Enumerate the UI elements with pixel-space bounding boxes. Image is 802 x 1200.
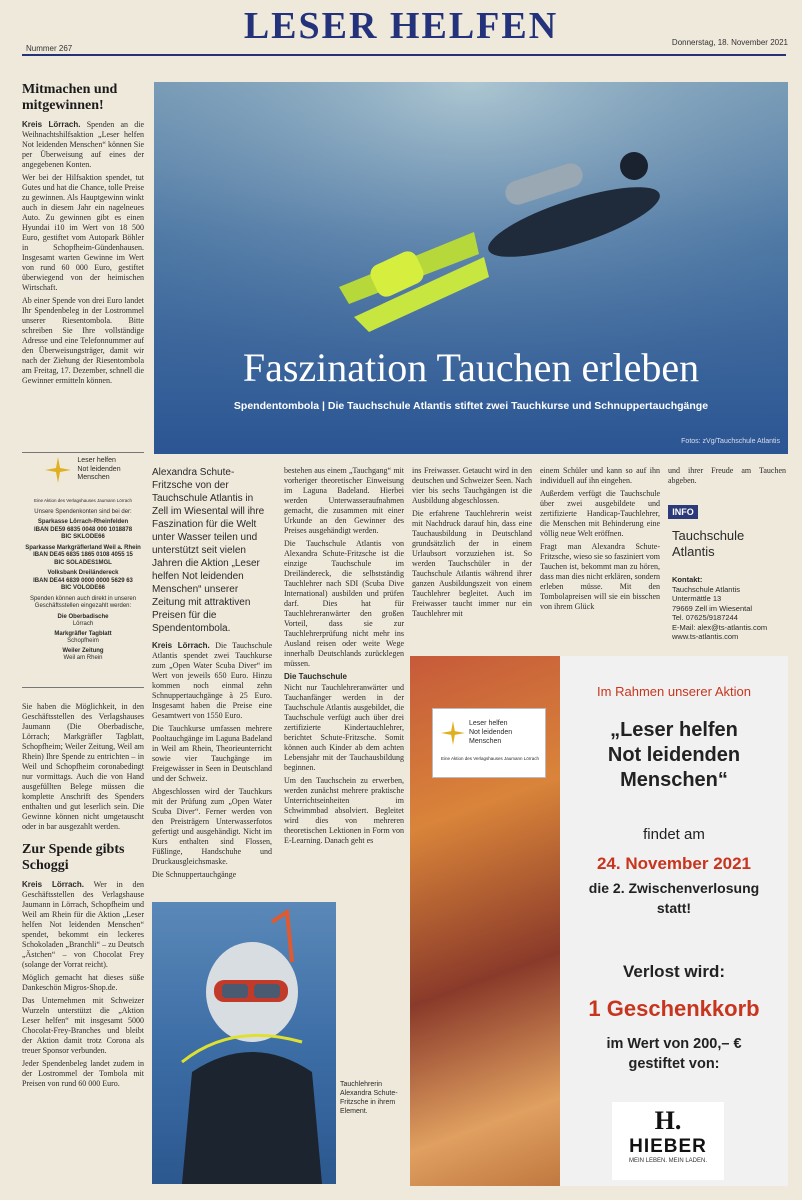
article-column-5 (668, 466, 786, 489)
ad-logo-line: Not leidenden (469, 729, 513, 736)
ad-zw-line: statt! (656, 900, 692, 916)
masthead-rule (22, 54, 786, 56)
hero-title: Faszination Tauchen erleben (242, 345, 700, 390)
contact-label: Kontakt: (672, 575, 703, 584)
ad-wert (560, 1034, 788, 1074)
contact-line: Untermättle 13 (672, 594, 722, 603)
accounts-heading: Unsere Spendenkonten sind bei der: (34, 508, 132, 515)
branch-name: Markgräfler Tagblatt (54, 630, 112, 637)
left-paragraph: Wer in den Geschäftsstellen des Verlagshause Jaumann in Lörrach, Schopfheim und Weil am Rhein für die Aktion „Leser helfen Not leidenden Menschen“ spendet, bekommt ein leckeres Schokoladen „Branchli“ – zu Deutsch „Ästchen“ – von Chocolat Frey (solange der Vorrat reicht). (22, 880, 144, 969)
ad-logo-sub: Eine Aktion des Verlagshauses Jaumann Lörrach (441, 756, 540, 761)
instructor-illustration (152, 902, 336, 1184)
issue-number: Nummer 267 (26, 44, 73, 53)
article-paragraph: Die Tauchkurse umfassen mehrere Pooltauchgänge im Laguna Badeland in Weil am Rhein, Theorieunterricht sowie vier Tauchgänge im Freigewässer in Seen in Deutschland und der Schweiz. (152, 724, 272, 783)
article-paragraph: einem Schüler und kann so auf ihn individuell auf ihn eingehen. (540, 466, 660, 485)
diver-illustration (154, 82, 788, 454)
branch-name: Weiler Zeitung (62, 647, 104, 654)
left-paragraph: Spenden an die Weihnachtshilfsaktion „Leser helfen Not leidenden Menschen“ können Sie per Überweisung auf eines der angegebenen Konten. (22, 120, 144, 169)
left-paragraph: Das Unternehmen mit Schweizer Wurzeln unterstützt die „Aktion Leser helfen“ mit insgesamt 5000 Chocolat-Frey-Branches und bleibt der Aktion damit trotz Corona als treuer Sponsor verbunden. (22, 996, 144, 1055)
article-paragraph: und ihrer Freude am Tauchen abgeben. (668, 466, 786, 485)
article-paragraph: Um den Tauchschein zu erwerben, werden zunächst mehrere praktische Unterrichtseinheiten im Schwimmbad absolviert. Begleitet wird dies von mehreren theoretischen Lektionen in Form von E-Learning. Danach geht es (284, 776, 404, 845)
info-badge: INFO (668, 505, 698, 519)
left-dateline: Kreis Lörrach. (22, 120, 81, 129)
ad-date: 24. November 2021 (596, 854, 752, 873)
advertisement (410, 656, 788, 1186)
article-paragraph: Abgeschlossen wird der Tauchkurs mit der Prüfung zum „Open Water Scuba Diver“. Ferner werden von den Preisträgern Unterwasserfotos gefertigt und ausgehändigt. Nicht im Kurs enthalten sind Flossen, Füßlinge, Handschuhe und Druckausgleichsmaske. (152, 787, 272, 866)
article-paragraph: Die erfahrene Tauchlehrerin weist mit Nachdruck darauf hin, dass eine Tauchausbildung in Deutschland grundsätzlich der in einem Urlaubsort vorzuziehen ist. So werden Tauchschüler in der Tauchschule Atlantis während ihrer ganzen Ausbildungszeit von einem Tauchlehrer begleitet. Auch im Freiwasser taucht immer nur ein Tauchlehrer mit (412, 509, 532, 618)
bank-iban: IBAN DE44 6839 0000 0000 5629 63 (33, 577, 133, 584)
left-paragraph: Wer bei der Hilfsaktion spendet, tut Gutes und hat die Chance, tolle Preise zu gewinnen. Als Hauptgewinn winkt auch in diesem Jahr ein nagelneues Auto. Zu gewinnen gibt es einen Hyundai i10 im Wert von 18 500 Euro, gestiftet vom Autopark Böhler in Schopfheim-Gündenhausen. Insgesamt warten Gewinne im Wert von rund 60 000 Euro, gestiftet überwiegend von der heimischen Wirtschaft. (22, 173, 144, 292)
instructor-photo (152, 902, 336, 1184)
article-paragraph: Fragt man Alexandra Schute-Fritzsche, wieso sie so fasziniert vom Tauchen ist, bekommt man zu hören, dass man dies nicht erklären, sondern erleben müsse. Mit den Tombolapreisen will sie ein bisschen von ihrem Glück (540, 542, 660, 611)
contact-line: Tauchschule Atlantis (672, 584, 740, 594)
left-column-bottom (22, 702, 144, 1092)
ad-prize: 1 Geschenkkorb (588, 996, 760, 1021)
hieber-brand: HIEBER (629, 1136, 707, 1157)
ad-wert-line: im Wert von 200,– € (606, 1036, 742, 1052)
info-title-line: Tauchschule (672, 528, 745, 543)
bank-bic: BIC SKLODE66 (61, 534, 105, 540)
photo-caption: Tauchlehrerin Alexandra Schute-Fritzsche in ihrem Element. (340, 1081, 398, 1115)
branch-town: Weil am Rhein (63, 655, 103, 661)
article-paragraph: Die Schnuppertauchgänge (152, 870, 237, 879)
article-paragraph: Nicht nur Tauchlehreranwärter und Tauchanfänger werden in der Tauchschule Atlantis ausgebildet, die Tauchschule verfügt auch über drei zertifizierte Kindertauchlehrer, berichtet Schute-Fritzsche. Somit können auch Kinder ab dem achten Lebensjahr mit der Tauchausbildung beginnen. (284, 683, 404, 772)
logo-subline: Eine Aktion des Verlagshauses Jaumann Lörrach (33, 498, 133, 503)
article-paragraph: ins Freiwasser. Getaucht wird in den deutschen und Schweizer Seen. Nach vier bis sechs Tauchgängen ist die Ausbildung abgeschlossen. (412, 466, 532, 505)
ad-aktion: Im Rahmen unserer Aktion (597, 684, 751, 699)
bank-name: Sparkasse Markgräflerland Weil a. Rhein (25, 544, 141, 551)
ad-headline-line: Menschen“ (620, 769, 728, 791)
donation-accounts-box (22, 452, 144, 688)
article-column-2 (284, 466, 404, 849)
photo-credit: Fotos: zVg/Tauchschule Atlantis (681, 438, 780, 445)
page-title: LESER HELFEN (243, 5, 559, 47)
bank-iban: IBAN DE45 6835 1865 0108 4055 15 (33, 552, 133, 558)
ad-headline (560, 718, 788, 793)
logo-line: Leser helfen (77, 457, 116, 465)
contact-line: www.ts-atlantis.com (672, 632, 739, 641)
bank-name: Volksbank Dreiländereck (47, 570, 119, 576)
left-paragraph: Sie haben die Möglichkeit, in den Geschäftsstellen des Verlagshauses Jaumann (Die Oberbadische, Lörrach; Markgräfler Tagblatt, Schopfheim; Weiler Zeitung, Weil am Rhein) Ihre Spende zu entrichten – in Weil und Schopfheim coronabedingt nur vormittags. Auch die von Hand ausgefüllten Belege müssen die komplette Anschrift des Spenders enthalten und gut leserlich sein. Die Gewinne können nicht umgetauscht oder in bar ausgezahlt werden. (22, 702, 144, 831)
star-icon (441, 721, 465, 745)
hieber-slogan: MEIN LEBEN. MEIN LADEN. (628, 1158, 708, 1164)
contact-line: E-Mail: alex@ts-atlantis.com (672, 622, 768, 632)
issue-date: Donnerstag, 18. November 2021 (671, 38, 788, 47)
left-paragraph: Möglich gemacht hat dieses süße Dankeschön Migros-Shop.de. (22, 973, 144, 992)
left-headline-2: Zur Spende gibts Schoggi (22, 842, 125, 873)
info-contact (672, 575, 767, 642)
left-paragraph: Jeder Spendenbeleg landet zudem in der Lostrommel der Tombola mit Preisen von rund 60 000 Euro. (22, 1059, 144, 1088)
article-column-4 (540, 466, 660, 615)
branch-town: Lörrach (72, 621, 94, 627)
ad-verlost: Verlost wird: (622, 962, 726, 981)
hero-subtitle: Spendentombola | Die Tauchschule Atlantis stiftet zwei Tauchkurse und Schnuppertauchgänge (233, 400, 709, 412)
left-dateline: Kreis Lörrach. (22, 880, 84, 889)
hero-photo (154, 82, 788, 454)
left-column-top (22, 82, 144, 389)
info-title-line: Atlantis (672, 544, 715, 559)
article-dateline: Kreis Lörrach. (152, 641, 210, 650)
ad-findet: findet am (643, 826, 705, 843)
ad-logo-line: Leser helfen (469, 720, 508, 727)
star-icon (45, 457, 71, 483)
ad-headline-line: Not leidenden (607, 744, 741, 766)
article-subhead: Die Tauchschule (284, 672, 347, 681)
ad-headline-line: „Leser helfen (610, 719, 738, 741)
logo-line: Not leidenden (77, 465, 121, 473)
ad-zw-line: die 2. Zwischenverlosung (588, 880, 760, 896)
article-paragraph: Die Tauchschule Atlantis spendet zwei Tauchkurse zum „Open Water Scuba Diver“ im Wert von jeweils 650 Euro. Hinzu kommen noch einmal zehn Schnuppertauchgänge à 25 Euro. Insgesamt haben die Preise eine Gesamtwert von 1550 Euro. (152, 641, 272, 720)
contact-line: 79669 Zell im Wiesental (672, 603, 753, 613)
info-title (672, 528, 744, 560)
bank-name: Sparkasse Lörrach-Rheinfelden (37, 519, 129, 525)
article-column-1 (152, 466, 272, 883)
left-headline: Mitmachen und mitgewinnen! (22, 82, 118, 113)
left-paragraph: Ab einer Spende von drei Euro landet Ihr Spendenbeleg in der Lostrommel unserer Riesentombola. Bitte schreiben Sie Ihre vollständige Adresse und eine Telefonnummer auf den Überweisungsträger, damit wir nach der Ziehung der Riesentombola am Freitag, 17. Dezember, schnell die Gewinner ermitteln können. (22, 296, 144, 385)
branch-name: Die Oberbadische (57, 613, 109, 620)
article-column-3 (412, 466, 532, 622)
logo-line: Menschen (77, 474, 110, 482)
article-paragraph: Die Tauchschule Atlantis von Alexandra Schute-Fritzsche ist die einzige Tauchschule im Dreiländereck, die selbstständig Tauchlehrer nach SDI (Scuba Dive International) ausbilden und prüfen darf. Dies hat für Tauchlehreranwärter den großen Vorteil, dass sie zur Tauchlehrerprüfung nicht mehr ins Ausland reisen oder weite Wege innerhalb Deutschlands zurücklegen müssen. (284, 539, 404, 668)
bank-iban: IBAN DE59 6835 0048 000 1018878 (33, 526, 133, 533)
bank-bic: BIC SOLADES1MGL (54, 559, 112, 566)
hieber-mark-icon: H. (654, 1106, 682, 1135)
ad-zwischenverlosung (560, 878, 788, 918)
article-paragraph: Außerdem verfügt die Tauchschule über zwei ausgebildete und zertifizierte Handicap-Tauchlehrer, die Menschen mit Behinderung eine völlig neue Welt eröffnen. (540, 489, 660, 538)
article-intro: Alexandra Schute-Fritzsche von der Tauchschule Atlantis in Zell im Wiesental will ihre Faszination für die Welt unter Wasser teilen und unterstützt seit vielen Jahren die Aktion „Leser helfen Not leidenden Menschen“ unserer Zeitung mit attraktiven Preisen für die Spendentombola. (152, 467, 265, 634)
hieber-logo (612, 1102, 724, 1180)
article-paragraph: bestehen aus einem „Tauchgang“ mit vorheriger theoretischer Einweisung im Laguna Badeland. Hierbei werden Unterwasseraufnahmen gemacht, die zusammen mit einer Urkunde an den Gewinner des Preises ausgehändigt werden. (284, 466, 404, 535)
branch-town: Schopfheim (67, 638, 99, 644)
branches-note: Spenden können auch direkt in unseren Geschäftsstellen eingezahlt werden: (29, 595, 137, 609)
ad-campaign-logo (432, 708, 546, 778)
contact-line: Tel. 07625/9187244 (672, 613, 738, 622)
bank-bic: BIC VOLODE66 (60, 585, 105, 591)
ad-wert-line: gestiftet von: (628, 1056, 720, 1072)
ad-logo-line: Menschen (469, 738, 502, 745)
